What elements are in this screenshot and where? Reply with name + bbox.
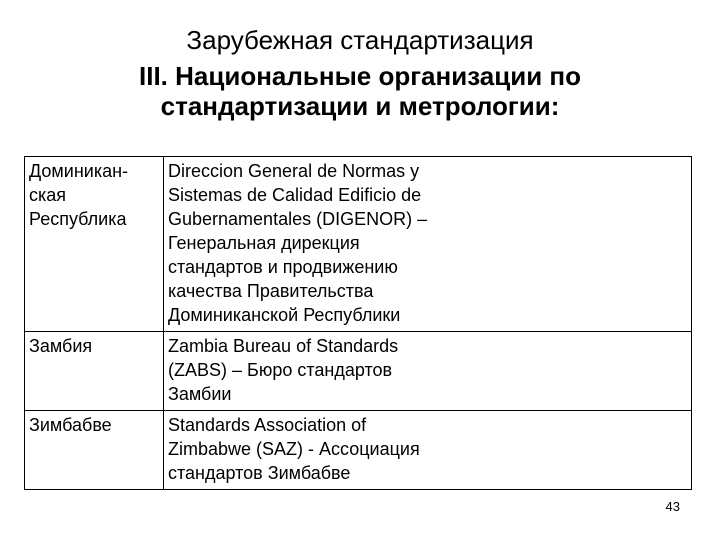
organization-cell xyxy=(164,157,692,332)
organization-name: Direccion General de Normas y Sistemas de Calidad Edificio de Gubernamentales (DIGENOR) – Генеральная дирекция стандартов и продвижению качества Правительства Доминиканской Республики xyxy=(168,161,428,325)
table-row xyxy=(25,411,692,490)
organization-name: Standards Association of Zimbabwe (SAZ) - Ассоциация стандартов Зимбабве xyxy=(168,415,420,483)
page-number: 43 xyxy=(665,499,680,514)
table-row xyxy=(25,157,692,332)
country-cell xyxy=(25,157,164,332)
country-name: Замбия xyxy=(29,336,93,356)
country-name: Доминикан- ская Республика xyxy=(29,161,129,229)
slide-subtitle-line2: стандартизации и метрологии: xyxy=(160,91,560,121)
organization-name: Zambia Bureau of Standards (ZABS) – Бюро стандартов Замбии xyxy=(168,336,399,404)
slide-subtitle-line1: III. Национальные организации по xyxy=(139,61,581,91)
slide-title: Зарубежная стандартизация xyxy=(186,25,534,55)
organization-cell xyxy=(164,411,692,490)
country-name: Зимбабве xyxy=(29,415,112,435)
organization-cell xyxy=(164,332,692,411)
country-cell xyxy=(25,332,164,411)
table-row xyxy=(25,332,692,411)
country-cell xyxy=(25,411,164,490)
organizations-table xyxy=(24,156,692,490)
